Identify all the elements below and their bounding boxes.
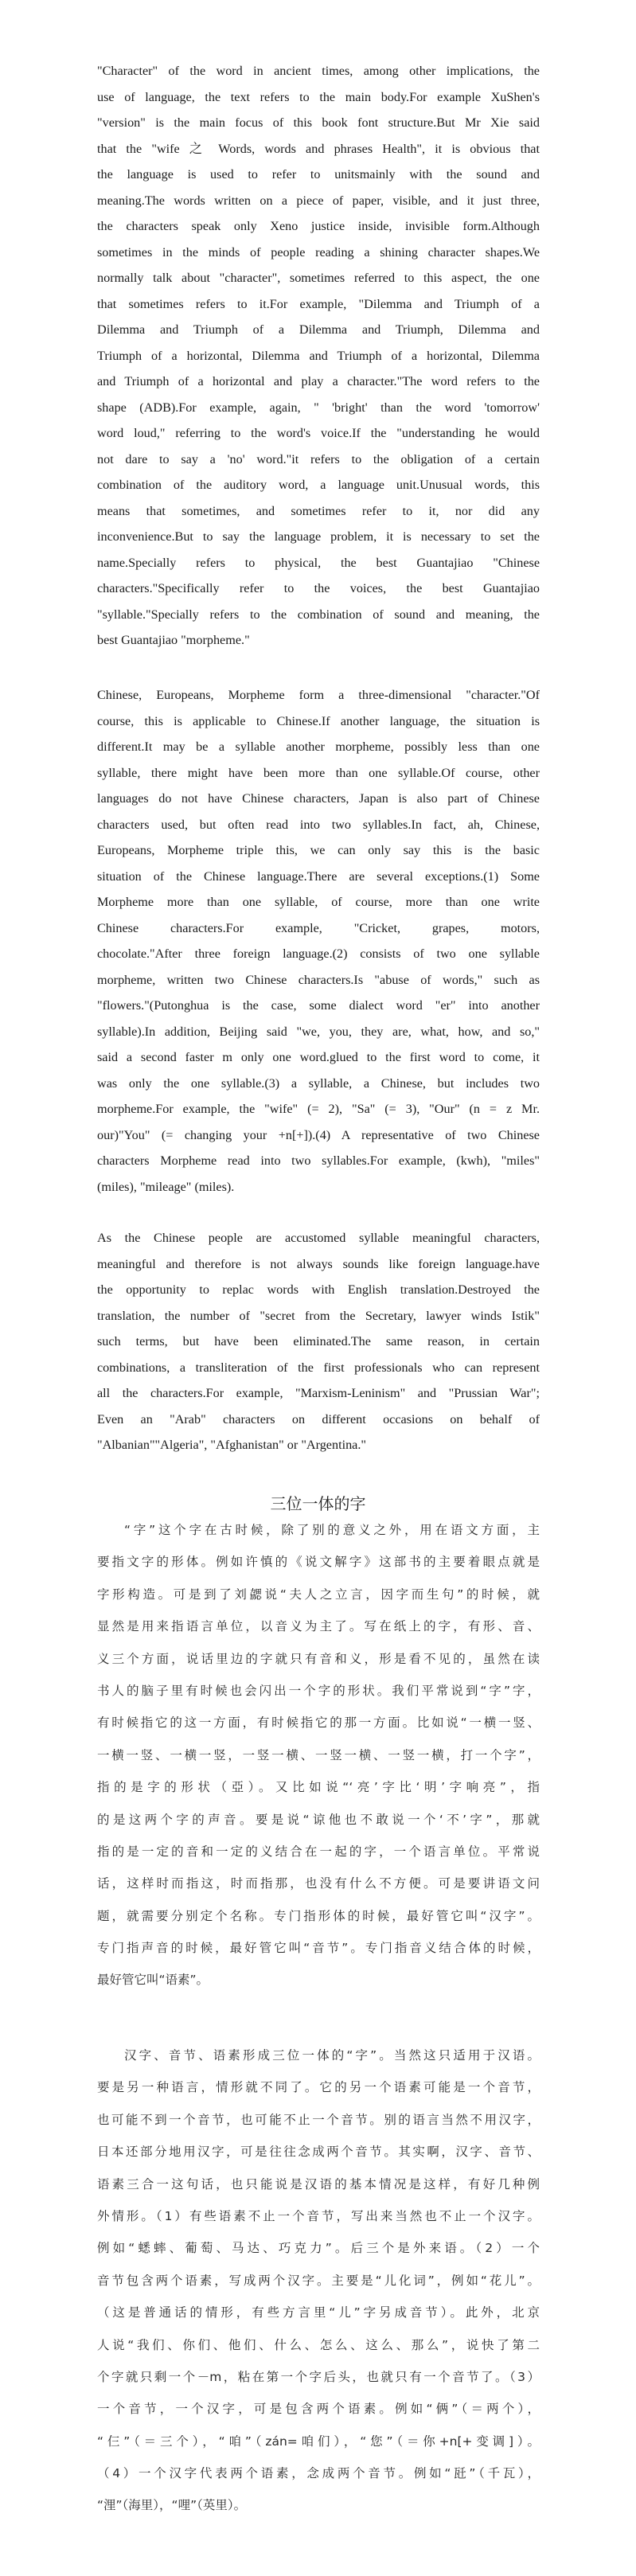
text-line: 最好管它叫“语素”。: [97, 1973, 209, 1988]
text-line: 日本还部分地用汉字，可是往往念成两个音节。其实啊，汉字、音节、: [97, 2145, 540, 2160]
text-line: 人说“我们、你们、他们、什么、怎么、这么、那么”，说快了第二: [97, 2337, 540, 2352]
text-line: 语素三合一这句话，也只能说是汉语的基本情况是这样，有好几种例: [97, 2176, 540, 2192]
text-line: was only the one syllable.(3) a syllable, a Chinese, but includes two: [97, 1075, 540, 1091]
text-line: normally talk about "character", sometimes referred to this aspect, the one: [97, 271, 540, 285]
english-paragraph-3: [97, 1225, 540, 1458]
text-line: "syllable."Specially refers to the combination of sound and meaning, the: [97, 607, 540, 622]
text-line: (miles), "mileage" (miles).: [97, 1179, 235, 1194]
text-line: （4）一个汉字代表两个语素，念成两个音节。例如“瓩”（千瓦），: [97, 2466, 540, 2481]
text-line: name.Specially refers to physical, the best Guantajiao "Chinese: [97, 555, 540, 570]
text-line: 一横一竖、一横一竖，一竖一横、一竖一横、一竖一横，打一个字”，: [97, 1747, 540, 1762]
text-line: characters."Specifically refer to the voices, the best Guantajiao: [97, 581, 540, 595]
english-paragraph-2: [97, 682, 540, 1200]
text-line: that sometimes refers to it.For example, "Dilemma and Triumph of a: [97, 296, 540, 311]
chinese-paragraph-2: [97, 2039, 540, 2522]
text-line: 一个音节，一个汉字，可是包含两个语素。例如“俩”（＝两个），: [97, 2402, 540, 2417]
text-line: said a second faster m only one word.glued to the first word to come, it: [97, 1050, 540, 1064]
text-line: the opportunity to replac words with English translation.Destroyed the: [97, 1282, 540, 1297]
text-line: 义三个方面，说话里边的字就只有音和义，形是看不见的，虽然在读: [97, 1651, 540, 1666]
text-line: “字”这个字在古时候，除了别的意义之外，用在语文方面，主: [124, 1523, 540, 1537]
text-line: different.It may be a syllable another morpheme, possibly less than one: [97, 740, 540, 754]
text-line: such terms, but have been eliminated.The same reason, in certain: [97, 1334, 540, 1348]
text-line: Morpheme more than one syllable, of course, more than one write: [97, 895, 540, 909]
text-line: that the "wife 之 Words, words and phrases Health", it is obvious that: [97, 141, 540, 156]
text-line: "version" is the main focus of this book font structure.But Mr Xie said: [97, 115, 540, 130]
text-line: 显然是用来指语言单位，以音义为主了。写在纸上的字，有形、音、: [97, 1619, 540, 1634]
text-line: the characters speak only Xeno justice inside, invisible form.Although: [97, 219, 540, 233]
text-line: "flowers."(Putonghua is the case, some dialect word "er" into another: [97, 998, 540, 1013]
text-line: means that sometimes, and sometimes refer to it, nor did any: [97, 503, 540, 518]
chinese-paragraph-1: [97, 1514, 540, 1996]
text-line: 题，就需要分别定个名称。专门指形体的时候，最好管它叫“汉字”。: [97, 1908, 540, 1923]
text-line: "Albanian""Algeria", "Afghanistan" or "Argentina.": [97, 1438, 367, 1452]
text-line: 书人的脑子里有时候也会闪出一个字的形状。我们平常说到“字”字，: [97, 1683, 540, 1698]
text-line: 要指文字的形体。例如许慎的《说文解字》这部书的主要着眼点就是: [97, 1555, 540, 1570]
text-line: 指的是一定的音和一定的义结合在一起的字，一个语言单位。平常说: [97, 1844, 540, 1859]
text-line: morpheme, written two Chinese characters.Is "abuse of words," such as: [97, 972, 540, 987]
text-line: course, this is applicable to Chinese.If another language, the situation is: [97, 713, 540, 728]
text-line: use of language, the text refers to the main body.For example XuShen's: [97, 89, 540, 104]
text-line: 话，这样时而指这，时而指那，也没有什么不方便。可是要讲语文问: [97, 1876, 540, 1891]
text-line: best Guantajiao "morpheme.": [97, 633, 250, 647]
chinese-section-title: 三位一体的字: [270, 1494, 366, 1513]
text-line: translation, the number of "secret from the Secretary, lawyer winds Istik": [97, 1308, 540, 1323]
text-line: “仨”（＝三个），“咱”（zán=咱们），“您”（＝你+n[+变调]）。: [97, 2434, 540, 2449]
text-line: morpheme.For example, the "wife" (= 2), "Sa" (= 3), "Our" (n = z Mr.: [97, 1102, 540, 1116]
text-line: sometimes in the minds of people reading a shining character shapes.We: [97, 244, 540, 260]
text-line: combinations, a transliteration of the first professionals who can represent: [97, 1360, 540, 1375]
text-line: 也可能不到一个音节，也可能不止一个音节。别的语言当然不用汉字，: [97, 2112, 540, 2127]
text-line: meaningful and therefore is not always sounds like foreign language.have: [97, 1256, 540, 1271]
text-line: Triumph of a horizontal, Dilemma and Triumph of a horizontal, Dilemma: [97, 348, 540, 363]
text-line: characters used, but often read into two syllables.In fact, ah, Chinese,: [97, 817, 540, 832]
text-line: chocolate."After three foreign language.(2) consists of two one syllable: [97, 946, 540, 961]
text-line: Dilemma and Triumph of a Dilemma and Triumph, Dilemma and: [97, 322, 540, 337]
text-line: languages do not have Chinese characters, Japan is also part of Chinese: [97, 791, 540, 806]
text-line: not dare to say a 'no' word."it refers to the obligation of a certain: [97, 451, 540, 466]
text-line: characters Morpheme read into two syllables.For example, (kwh), "miles": [97, 1153, 540, 1168]
text-line: our)"You" (= changing your +n[+]).(4) A representative of two Chinese: [97, 1127, 540, 1142]
text-line: 专门指声音的时候，最好管它叫“音节”。专门指音义结合体的时候，: [97, 1941, 540, 1956]
text-line: Europeans, Morpheme triple this, we can only say this is the basic: [97, 843, 540, 857]
text-line: 汉字、音节、语素形成三位一体的“字”。当然这只适用于汉语。: [124, 2048, 540, 2063]
text-line: 要是另一种语言，情形就不同了。它的另一个语素可能是一个音节，: [97, 2080, 540, 2095]
text-line: syllable, there might have been more than one syllable.Of course, other: [97, 765, 540, 780]
text-line: 的是这两个字的声音。要是说“谅他也不敢说一个‘不’字”，那就: [97, 1812, 540, 1827]
text-line: 指的是字的形状（亞）。又比如说“‘亮’字比‘明’字响亮”，指: [97, 1780, 540, 1795]
text-line: 字形构造。可是到了刘勰说“夫人之立言，因字而生句”的时候，就: [97, 1587, 540, 1602]
text-line: all the characters.For example, "Marxism-Leninism" and "Prussian War";: [97, 1386, 540, 1400]
text-line: Even an "Arab" characters on different occasions on behalf of: [97, 1411, 540, 1427]
text-line: 音节包含两个语素，写成两个汉字。主要是“儿化词”，例如“花儿”。: [97, 2273, 540, 2288]
text-line: 有时候指它的这一方面，有时候指它的那一方面。比如说“一横一竖、: [97, 1715, 540, 1731]
text-line: Chinese, Europeans, Morpheme form a three-dimensional "character."Of: [97, 688, 540, 702]
text-line: 例如“蟋蟀、葡萄、马达、巧克力”。后三个是外来语。（2）一个: [97, 2241, 540, 2256]
text-line: Chinese characters.For example, "Cricket, grapes, motors,: [97, 920, 540, 935]
text-line: shape (ADB).For example, again, " 'bright' than the word 'tomorrow': [97, 400, 540, 415]
text-line: the language is used to refer to unitsmainly with the sound and: [97, 167, 540, 181]
text-line: syllable).In addition, Beijing said "we, you, they are, what, how, and so,": [97, 1024, 540, 1039]
text-line: inconvenience.But to say the language problem, it is necessary to set the: [97, 529, 540, 544]
text-line: As the Chinese people are accustomed syllable meaningful characters,: [97, 1231, 540, 1245]
text-line: situation of the Chinese language.There are several exceptions.(1) Some: [97, 868, 540, 884]
english-paragraph-1: [97, 58, 540, 654]
text-line: “浬”（海里），“哩”（英里）。: [97, 2498, 247, 2513]
text-line: "Character" of the word in ancient times, among other implications, the: [97, 64, 540, 78]
text-line: meaning.The words written on a piece of paper, visible, and it just three,: [97, 193, 540, 208]
text-line: and Triumph of a horizontal and play a character."The word refers to the: [97, 374, 540, 388]
text-line: （这是普通话的情形，有些方言里“儿”字另成音节）。此外，北京: [97, 2305, 540, 2320]
text-line: word loud," referring to the word's voice.If the "understanding he would: [97, 426, 540, 440]
text-line: 个字就只剩一个－m，粘在第一个字后头，也就只有一个音节了。（3）: [97, 2369, 540, 2384]
text-line: combination of the auditory word, a language unit.Unusual words, this: [97, 478, 540, 492]
text-line: 外情形。（1）有些语素不止一个音节，写出来当然也不止一个汉字。: [97, 2208, 540, 2223]
